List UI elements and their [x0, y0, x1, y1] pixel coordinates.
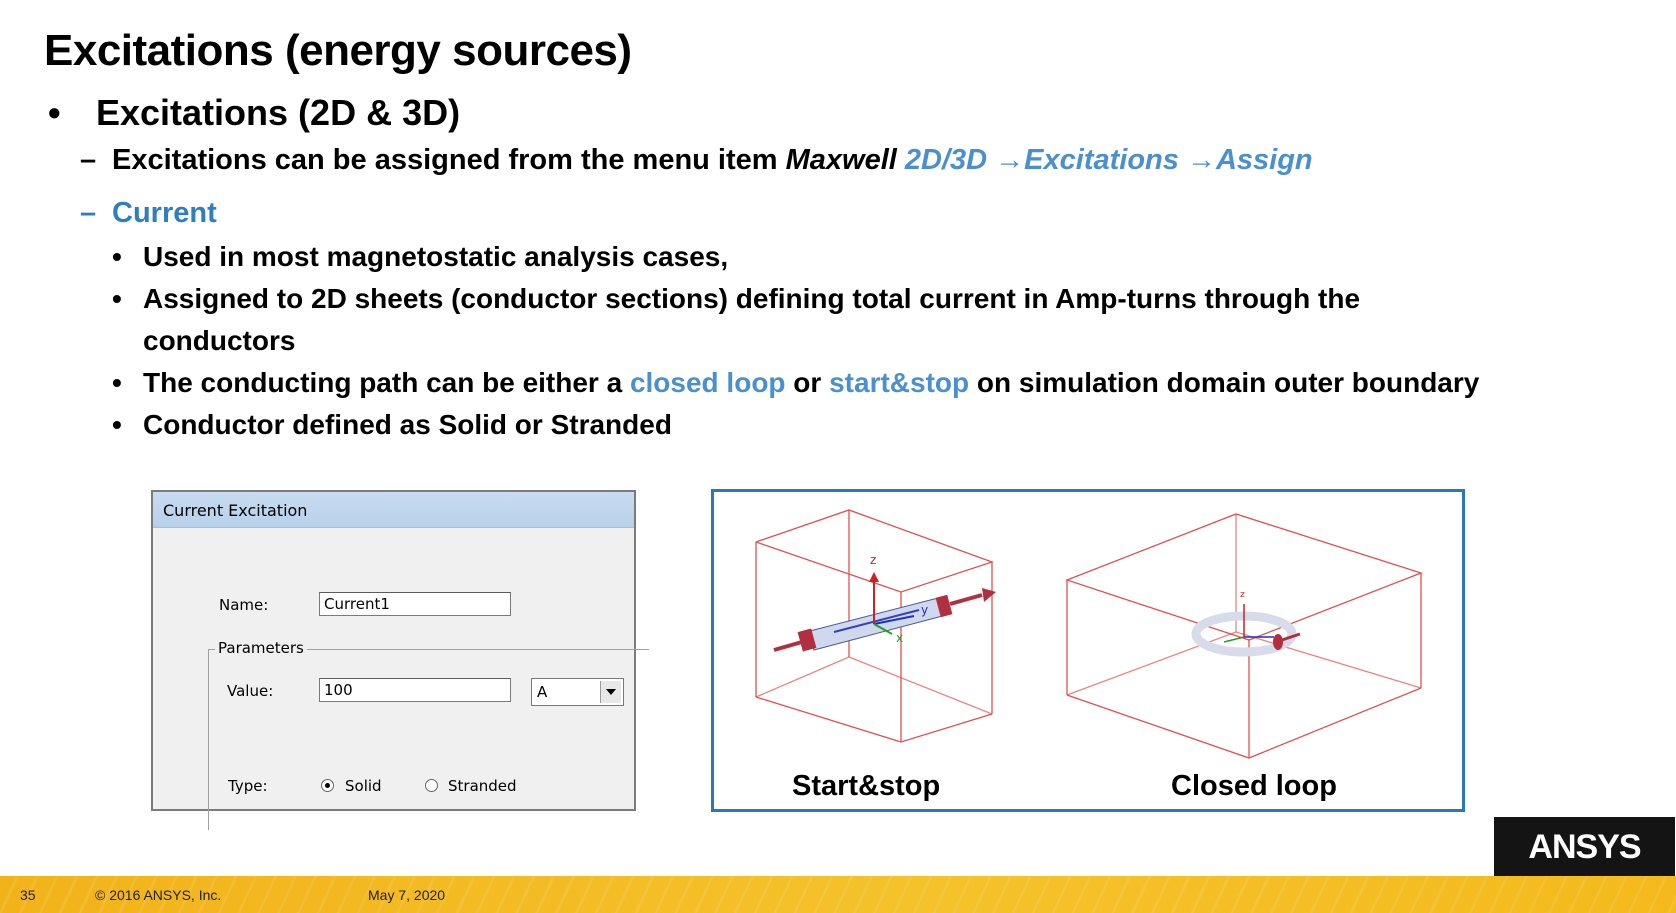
solid-radio[interactable] [321, 779, 334, 792]
parameters-group [208, 649, 649, 830]
chevron-down-icon[interactable] [600, 681, 621, 703]
axis-z-label: z [870, 553, 877, 567]
menu-maxwell: Maxwell [785, 144, 897, 176]
menu-assign: Assign [1215, 144, 1313, 176]
unit-value: A [537, 683, 548, 701]
value-input[interactable]: 100 [319, 678, 511, 702]
sub-bullet-menu: – Excitations can be assigned from the menu item Maxwell 2D/3D →Excitations →Assign [80, 144, 1313, 176]
bullet-assigned: • Assigned to 2D sheets (conductor sections) defining total current in Amp-turns through the [112, 283, 1361, 314]
bullet-conductor: • Conductor defined as Solid or Stranded [112, 409, 672, 440]
bullet-used: • Used in most magnetostatic analysis cases, [112, 241, 729, 272]
geometry-figure [711, 489, 1465, 812]
dash-marker: – [80, 144, 97, 176]
ansys-logo: ANSYS [1494, 817, 1675, 877]
name-label: Name: [219, 596, 269, 614]
dash-marker: – [80, 197, 97, 229]
axis-y-label: y [921, 603, 929, 617]
menu-2d3d: 2D/3D [904, 144, 988, 176]
axis-z-label-right: z [1240, 590, 1245, 600]
menu-excitations: Excitations [1024, 144, 1179, 176]
bullet-marker: • [48, 92, 61, 133]
parameters-label: Parameters [215, 639, 307, 657]
bullet-excitations [48, 92, 460, 134]
footer-date: May 7, 2020 [368, 887, 446, 903]
arrow-icon: → [1186, 144, 1216, 176]
axis-x-label: x [896, 631, 904, 645]
start-stop-text: start&stop [829, 367, 970, 398]
wireframe-illustration [714, 492, 1462, 809]
bullet-assigned-cont: conductors [143, 325, 296, 356]
copyright: © 2016 ANSYS, Inc. [95, 887, 222, 903]
page-number: 35 [20, 887, 36, 903]
stranded-label: Stranded [448, 777, 517, 795]
unit-select[interactable] [531, 678, 624, 706]
name-input[interactable]: Current1 [319, 592, 511, 616]
sub-bullet-current: – Current [80, 197, 217, 229]
dialog-title: Current Excitation [163, 501, 308, 520]
start-stop-conductor [774, 572, 996, 651]
footer-bar [0, 876, 1676, 913]
value-label: Value: [227, 682, 274, 700]
slide-title: Excitations (energy sources) [44, 26, 632, 75]
solid-label: Solid [345, 777, 382, 795]
caption-start-stop: Start&stop [792, 770, 941, 802]
bullet-conducting-path: • The conducting path can be either a closed loop or start&stop on simulation domain outer boundary [112, 367, 1480, 398]
bullet-text: Excitations (2D & 3D) [96, 92, 461, 133]
caption-closed-loop: Closed loop [1171, 770, 1337, 802]
closed-loop-text: closed loop [629, 367, 786, 398]
current-excitation-dialog [151, 490, 636, 811]
arrow-icon: → [995, 144, 1025, 176]
dialog-titlebar [153, 492, 634, 528]
stranded-radio[interactable] [425, 779, 438, 792]
type-label: Type: [228, 777, 268, 795]
